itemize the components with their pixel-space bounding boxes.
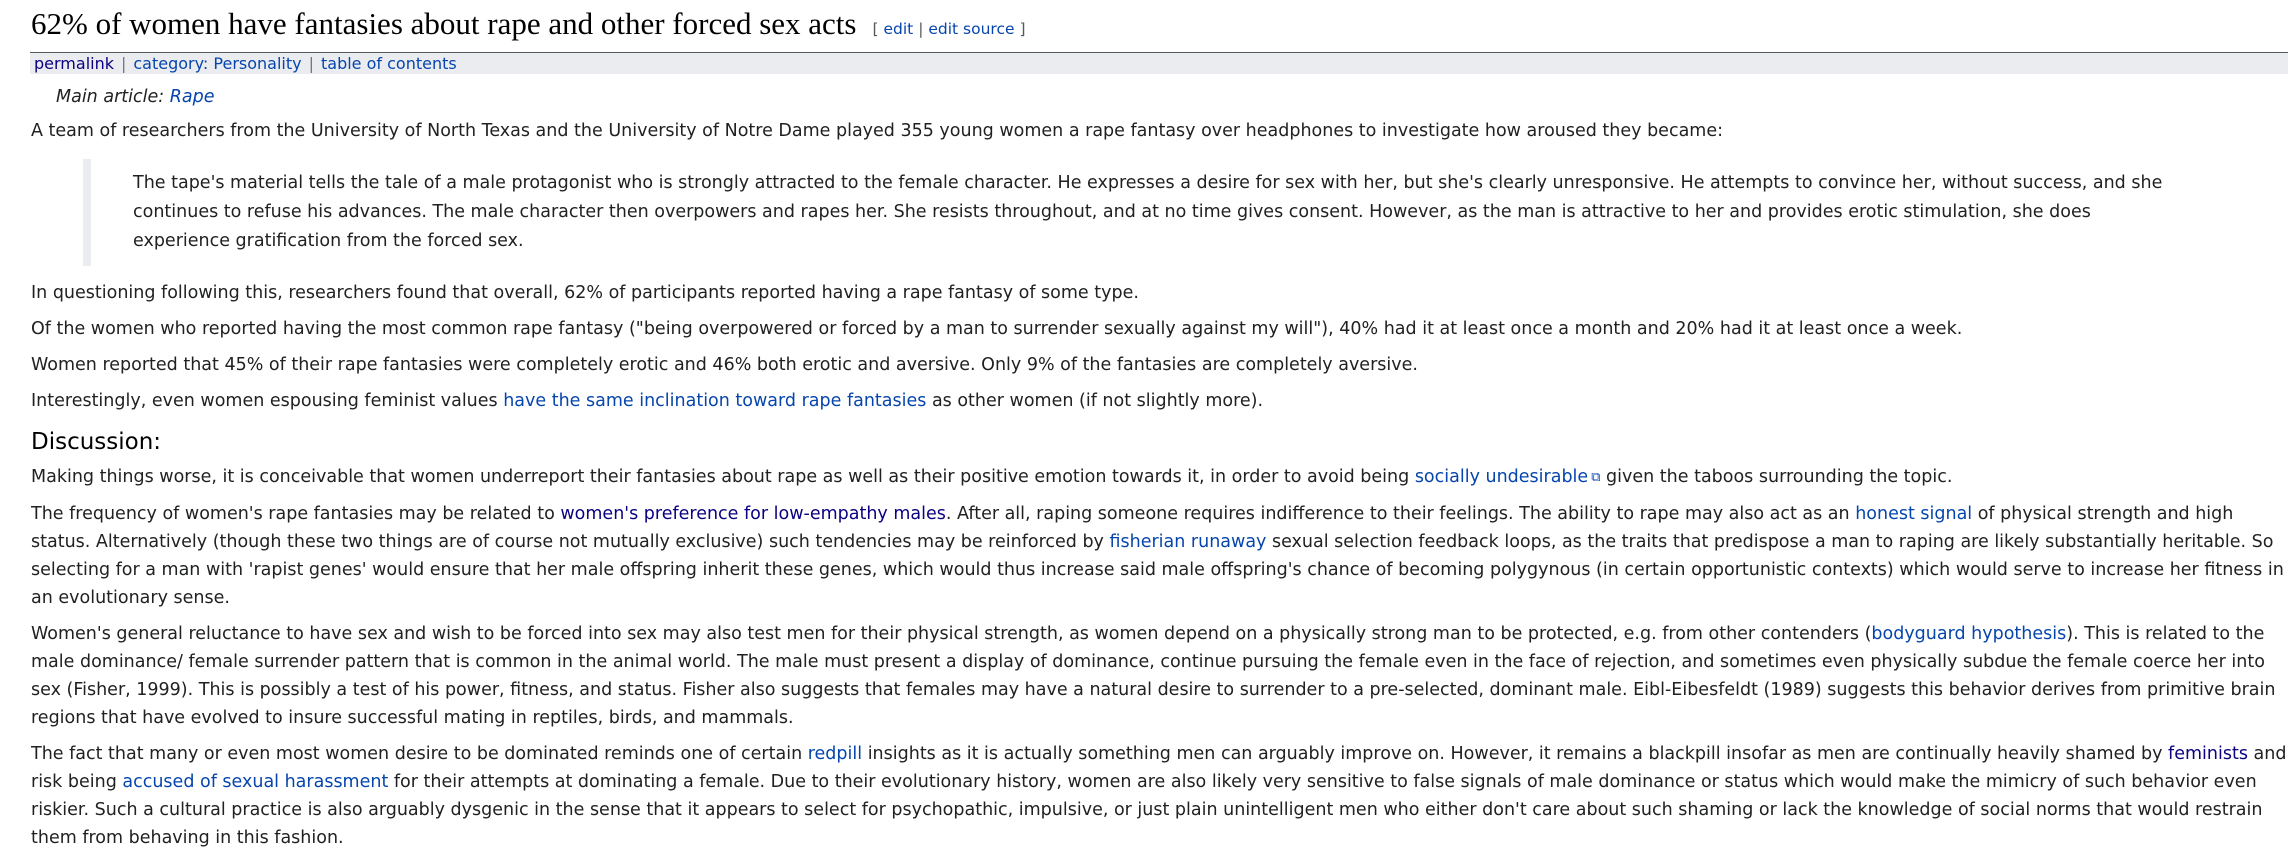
results-paragraph-2: Of the women who reported having the most common rape fantasy ("being overpowered or forced by a man to surrender sexually against my will"), 40% had it at least once a month and 20% had it at least once a week.	[31, 319, 1963, 339]
intro-paragraph: A team of researchers from the University of North Texas and the University of Notre Dame played 355 young women a rape fantasy over headphones to investigate how aroused they became:	[31, 121, 1723, 141]
text-span: for their attempts at dominating a female. Due to their evolutionary history, women are also likely very sensitive to false signals of male dominance or status which would make the mimicry of such behavior even riskier. Such a cultural practice is also arguably dysgenic in the sense that it appears to select for psychopathic, impulsive, or just plain unintelligent men who either don't care about such shaming or lack the knowledge of social norms that would restrain them from behaving in this fashion.	[31, 772, 2263, 848]
main-article-link[interactable]: Rape	[169, 87, 215, 107]
study-quote: The tape's material tells the tale of a male protagonist who is strongly attracted to the female character. He expresses a desire for sex with her, but she's clearly unresponsive. He attempts to convince her, without success, and she continues to refuse his advances. The male character then overpowers and rapes her. She resists throughout, and at no time gives consent. However, as the man is attractive to her and provides erotic stimulation, she does experience gratification from the forced sex.	[83, 159, 2213, 266]
bodyguard-hypothesis-link[interactable]: bodyguard hypothesis	[1871, 624, 2067, 644]
text-span: The fact that many or even most women desire to be dominated reminds one of certain	[31, 744, 808, 764]
permalink-link[interactable]: permalink	[34, 54, 114, 73]
edit-link[interactable]: edit	[883, 20, 914, 38]
socially-undesirable-link[interactable]	[1415, 467, 1601, 487]
bracket-close: ]	[1019, 20, 1026, 38]
toolbar-separator: |	[308, 54, 314, 73]
text-span: and risk being	[31, 744, 2287, 792]
heading-row	[31, 0, 2288, 50]
hatnote	[56, 87, 2288, 107]
text-span: as other women (if not slightly more).	[926, 391, 1264, 411]
text-span: Interestingly, even women espousing feminist values	[31, 391, 504, 411]
discussion-heading: Discussion:	[31, 429, 162, 455]
edit-separator: |	[918, 20, 924, 38]
link-text: socially undesirable	[1414, 467, 1589, 487]
honest-signal-link[interactable]: honest signal	[1855, 504, 1973, 524]
article-toolbar	[30, 52, 2288, 74]
external-link-icon: ⧉	[1591, 470, 1601, 485]
category-link[interactable]: category: Personality	[133, 54, 302, 73]
text-span: of physical strength and high status. Alternatively (though these two things are of course not mutually exclusive) such tendencies may be reinforced by	[31, 504, 2234, 552]
toc-link[interactable]: table of contents	[321, 54, 457, 73]
results-paragraph-3: Women reported that 45% of their rape fantasies were completely erotic and 46% both erotic and aversive. Only 9% of the fantasies are completely aversive.	[31, 355, 1418, 375]
results-paragraph-4	[31, 387, 2288, 415]
discussion-paragraph-4	[31, 740, 2288, 852]
redpill-link[interactable]: redpill	[807, 744, 863, 764]
text-span: ). This is related to the male dominance/ female surrender pattern that is common in the animal world. The male must present a display of dominance, continue pursuing the female even in the face of rejection, and sometimes even physically subdue the female coerce her into sex (Fisher, 1999). This is possibly a test of his power, fitness, and status. Fisher also suggests that females may have a natural desire to surrender to a pre-selected, dominant male. Eibl-Eibesfeldt (1989) suggests this behavior derives from primitive brain regions that have evolved to insure successful mating in reptiles, birds, and mammals.	[31, 624, 2276, 728]
feminist-inclination-link[interactable]: have the same inclination toward rape fantasies	[503, 391, 927, 411]
bracket-open: [	[872, 20, 879, 38]
article-content	[31, 87, 2288, 852]
hatnote-prefix: Main article:	[56, 87, 170, 107]
text-span: given the taboos surrounding the topic.	[1600, 467, 1953, 487]
discussion-paragraph-3	[31, 620, 2288, 732]
feminists-link[interactable]: feminists	[2168, 744, 2248, 764]
text-span: . After all, raping someone requires indifference to their feelings. The ability to rape may also act as an	[945, 504, 1856, 524]
toolbar-separator: |	[120, 54, 127, 73]
page-title: 62% of women have fantasies about rape and other forced sex acts	[31, 6, 857, 41]
text-span: insights as it is actually something men can arguably improve on. However, it remains a blackpill insofar as men are continually heavily shamed by	[862, 744, 2169, 764]
fisherian-runaway-link[interactable]: fisherian runaway	[1109, 532, 1267, 552]
text-span: Making things worse, it is conceivable that women underreport their fantasies about rape as well as their positive emotion towards it, in order to avoid being	[31, 467, 1415, 487]
text-span: The frequency of women's rape fantasies may be related to	[31, 504, 561, 524]
text-span: sexual selection feedback loops, as the traits that predispose a man to raping are likely substantially heritable. So selecting for a man with 'rapist genes' would ensure that her male offspring inherit these genes, which would thus increase said male offspring's chance of becoming polygynous (in certain opportunistic contexts) which would serve to increase her fitness in an evolutionary sense.	[31, 532, 2284, 608]
edit-source-link[interactable]: edit source	[928, 20, 1015, 38]
results-paragraph-1: In questioning following this, researchers found that overall, 62% of participants reported having a rape fantasy of some type.	[31, 283, 1139, 303]
text-span: Women's general reluctance to have sex and wish to be forced into sex may also test men for their physical strength, as women depend on a physically strong man to be protected, e.g. from other contenders (	[31, 624, 1872, 644]
sexual-harassment-link[interactable]: accused of sexual harassment	[122, 772, 389, 792]
discussion-paragraph-2	[31, 500, 2288, 612]
edit-section	[872, 20, 1025, 38]
discussion-paragraph-1	[31, 463, 2288, 492]
low-empathy-males-link[interactable]: women's preference for low-empathy males	[560, 504, 946, 524]
